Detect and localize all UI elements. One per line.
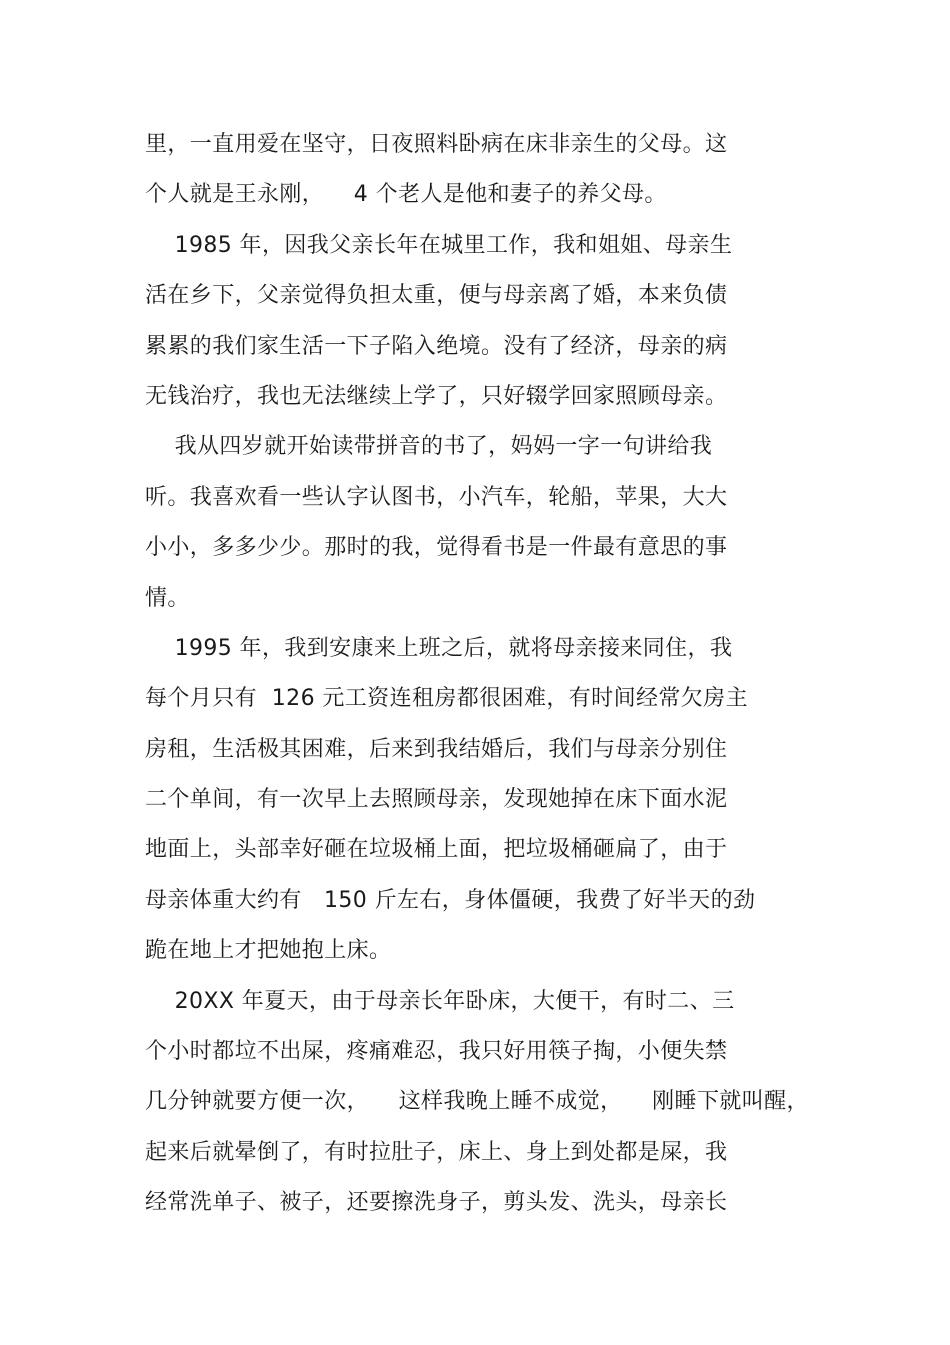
text-line: 母亲体重大约有 150 斤左右，身体僵硬，我费了好半天的劲 xyxy=(145,887,756,913)
text-line: 我从四岁就开始读带拼音的书了，妈妈一字一句讲给我 xyxy=(145,434,713,460)
text-line: 地面上，头部幸好砸在垃圾桶上面，把垃圾桶砸扁了，由于 xyxy=(145,837,728,863)
text-line: 活在乡下，父亲觉得负担太重，便与母亲离了婚，本来负债 xyxy=(145,283,728,309)
text-line: 每个月只有 126 元工资连租房都很困难，有时间经常欠房主 xyxy=(145,686,748,712)
text-line: 几分钟就要方便一次， 这样我晚上睡不成觉， 刚睡下就叫醒， xyxy=(145,1089,809,1115)
text-line: 小小，多多少少。那时的我，觉得看书是一件最有意思的事 xyxy=(145,535,728,561)
text-line: 听。我喜欢看一些认字认图书，小汽车，轮船，苹果，大大 xyxy=(145,484,728,510)
text-line: 无钱治疗，我也无法继续上学了，只好辍学回家照顾母亲。 xyxy=(145,383,728,409)
text-line: 里，一直用爱在坚守，日夜照料卧病在床非亲生的父母。这 xyxy=(145,132,728,157)
text-line: 个小时都垃不出屎，疼痛难忍，我只好用筷子掏，小便失禁 xyxy=(145,1039,728,1065)
text-line: 情。 xyxy=(145,585,190,611)
text-line: 房租，生活极其困难，后来到我结婚后，我们与母亲分别住 xyxy=(145,736,728,762)
text-line: 跪在地上才把她抱上床。 xyxy=(145,938,392,964)
text-line: 累累的我们家生活一下子陷入绝境。没有了经济，母亲的病 xyxy=(145,333,728,359)
text-line: 1995 年，我到安康来上班之后，就将母亲接来同住，我 xyxy=(145,635,733,661)
text-line: 起来后就晕倒了，有时拉肚子，床上、身上到处都是屎，我 xyxy=(145,1139,728,1165)
text-line: 1985 年，因我父亲长年在城里工作，我和姐姐、母亲生 xyxy=(145,232,733,258)
text-line: 个人就是王永刚， 4 个老人是他和妻子的养父母。 xyxy=(145,182,667,208)
body-text xyxy=(145,120,809,1229)
text-line: 二个单间，有一次早上去照顾母亲，发现她掉在床下面水泥 xyxy=(145,787,728,813)
text-line: 20XX 年夏天，由于母亲长年卧床，大便干，有时二、三 xyxy=(145,988,735,1014)
text-line: 经常洗单子、被子，还要擦洗身子，剪头发、洗头，母亲长 xyxy=(145,1190,728,1216)
